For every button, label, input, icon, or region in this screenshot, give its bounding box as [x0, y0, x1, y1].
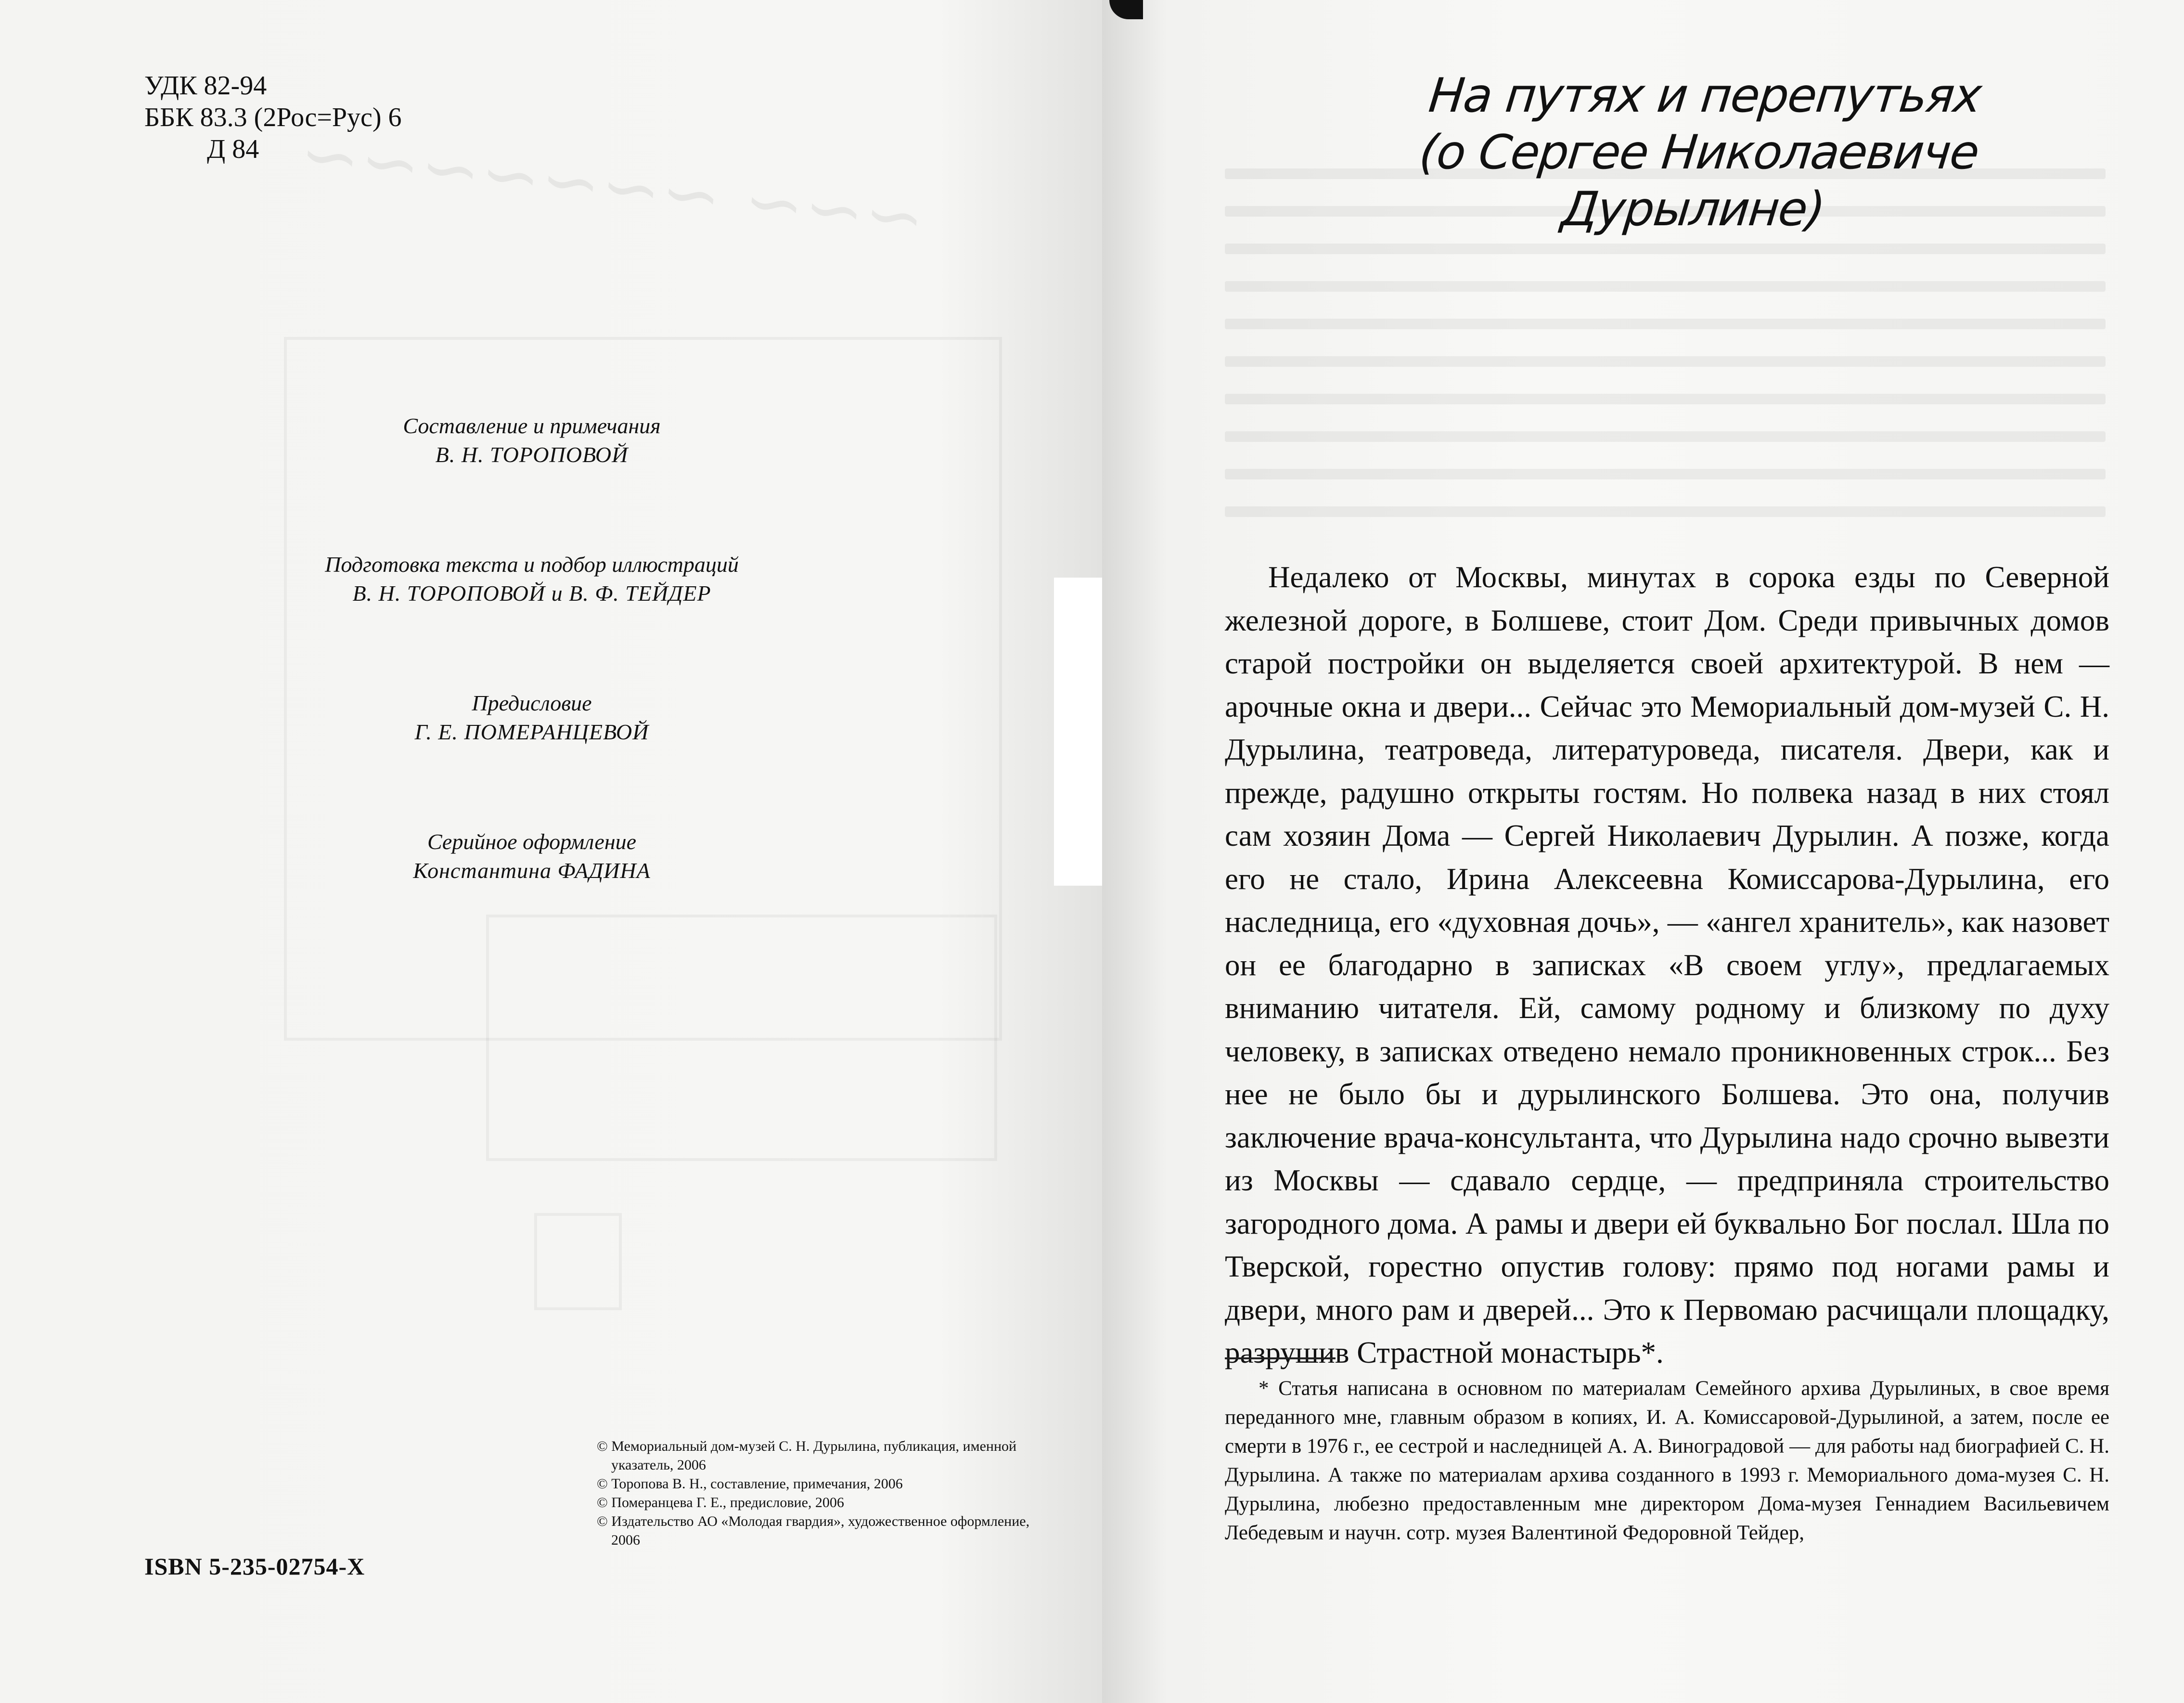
credit-compilation [260, 412, 804, 469]
credit-role: Подготовка текста и подбор иллюстраций [325, 552, 739, 577]
credit-role: Предисловие [472, 691, 592, 715]
copyright-line: © Торопова В. Н., составление, примечания, 2006 [597, 1476, 903, 1492]
credit-text-preparation [260, 550, 804, 608]
bbk-code: ББК 83.3 (2Рос=Рус) 6 [144, 103, 402, 132]
credit-role: Составление и примечания [403, 413, 661, 438]
copyright-line: © Мемориальный дом-музей С. Н. Дурылина, публикация, именной указатель, 2006 [597, 1438, 1017, 1473]
credit-name: Константина ФАДИНА [413, 858, 651, 883]
footnote [1225, 1374, 2109, 1548]
footnote-text: * Статья написана в основном по материалам Семейного архива Дурылиных, в свое время переданного мне, главным образом в копиях, И. А. Комиссаровой-Дурылиной, а затем, после ее смерти в 1976 г., ее сестрой и наследницей А. А. Виноградовой — для работы над биографией С. Н. Дурылина. А также по материалам архива созданного в 1993 г. Мемориального дома-музея С. Н. Дурылина, любезно предоставленным мне директором Дома-музея Геннадием Васильевичем Лебедевым и научн. сотр. музея Валентиной Федоровной Тейдер, [1225, 1377, 2109, 1544]
gutter-highlight [1054, 578, 1102, 886]
credit-name: Г. Е. ПОМЕРАНЦЕВОЙ [414, 720, 649, 744]
copyright-notices [597, 1437, 1030, 1549]
footnote-rule [1225, 1357, 1336, 1359]
bleed-through-square [534, 1213, 622, 1310]
chapter-title-line1: На путях и перепутьях [1426, 68, 1984, 123]
body-text [1225, 556, 2109, 1375]
author-mark: Д 84 [207, 134, 259, 164]
isbn: ISBN 5-235-02754-X [144, 1553, 365, 1580]
chapter-title-line2: (о Сергее Николаевиче Дурылине) [1416, 125, 1981, 237]
bleed-through-lines [1225, 154, 2106, 529]
credit-series-design [260, 827, 804, 885]
bleed-through-script: ~~~ ~~~~~~~ [295, 112, 929, 261]
copyright-line: © Издательство АО «Молодая гвардия», художественное оформление, 2006 [597, 1513, 1030, 1548]
credits-block [260, 412, 804, 966]
credit-preface [260, 689, 804, 747]
copyright-line: © Померанцева Г. Е., предисловие, 2006 [597, 1495, 844, 1510]
credit-name: В. Н. ТОРОПОВОЙ и В. Ф. ТЕЙДЕР [352, 581, 711, 606]
udk-code: УДК 82-94 [144, 71, 267, 101]
credit-role: Серийное оформление [427, 829, 637, 854]
classification-block [144, 70, 402, 165]
body-paragraph: Недалеко от Москвы, минутах в сорока езды по Северной железной дороге, в Болшеве, стоит Дом. Среди привычных домов старой постройки он выделяется своей архитектурой. В нем — арочные окна и двери... Сейчас это Мемориальный дом-музей С. Н. Дурылина, театроведа, литературоведа, писателя. Двери, как и прежде, радушно открыты гостям. Но полвека назад в них стоял сам хозяин Дома — Сергей Николаевич Дурылин. А позже, когда его не стало, Ирина Алексеевна Комиссарова-Дурылина, его наследница, его «духовная дочь», — «ангел хранитель», как назовет он ее благодарно в записках «В своем углу», предлагаемых вниманию читателя. Ей, самому родному и близкому по духу человеку, в записках отведено немало проникновенных строк... Без нее не было бы и дурылинского Болшева. Это она, получив заключение врача-консультанта, что Дурылина надо срочно вывезти из Москвы — сдавало сердце, — предприняла строительство загородного дома. А рамы и двери ей буквально Бог послал. Шла по Тверской, горестно опустив голову: прямо под ногами рамы и двери, много рам и дверей... Это к Первомаю расчищали площадку, разрушив Страстной монастырь*. [1225, 560, 2109, 1369]
credit-name: В. Н. ТОРОПОВОЙ [435, 442, 629, 467]
